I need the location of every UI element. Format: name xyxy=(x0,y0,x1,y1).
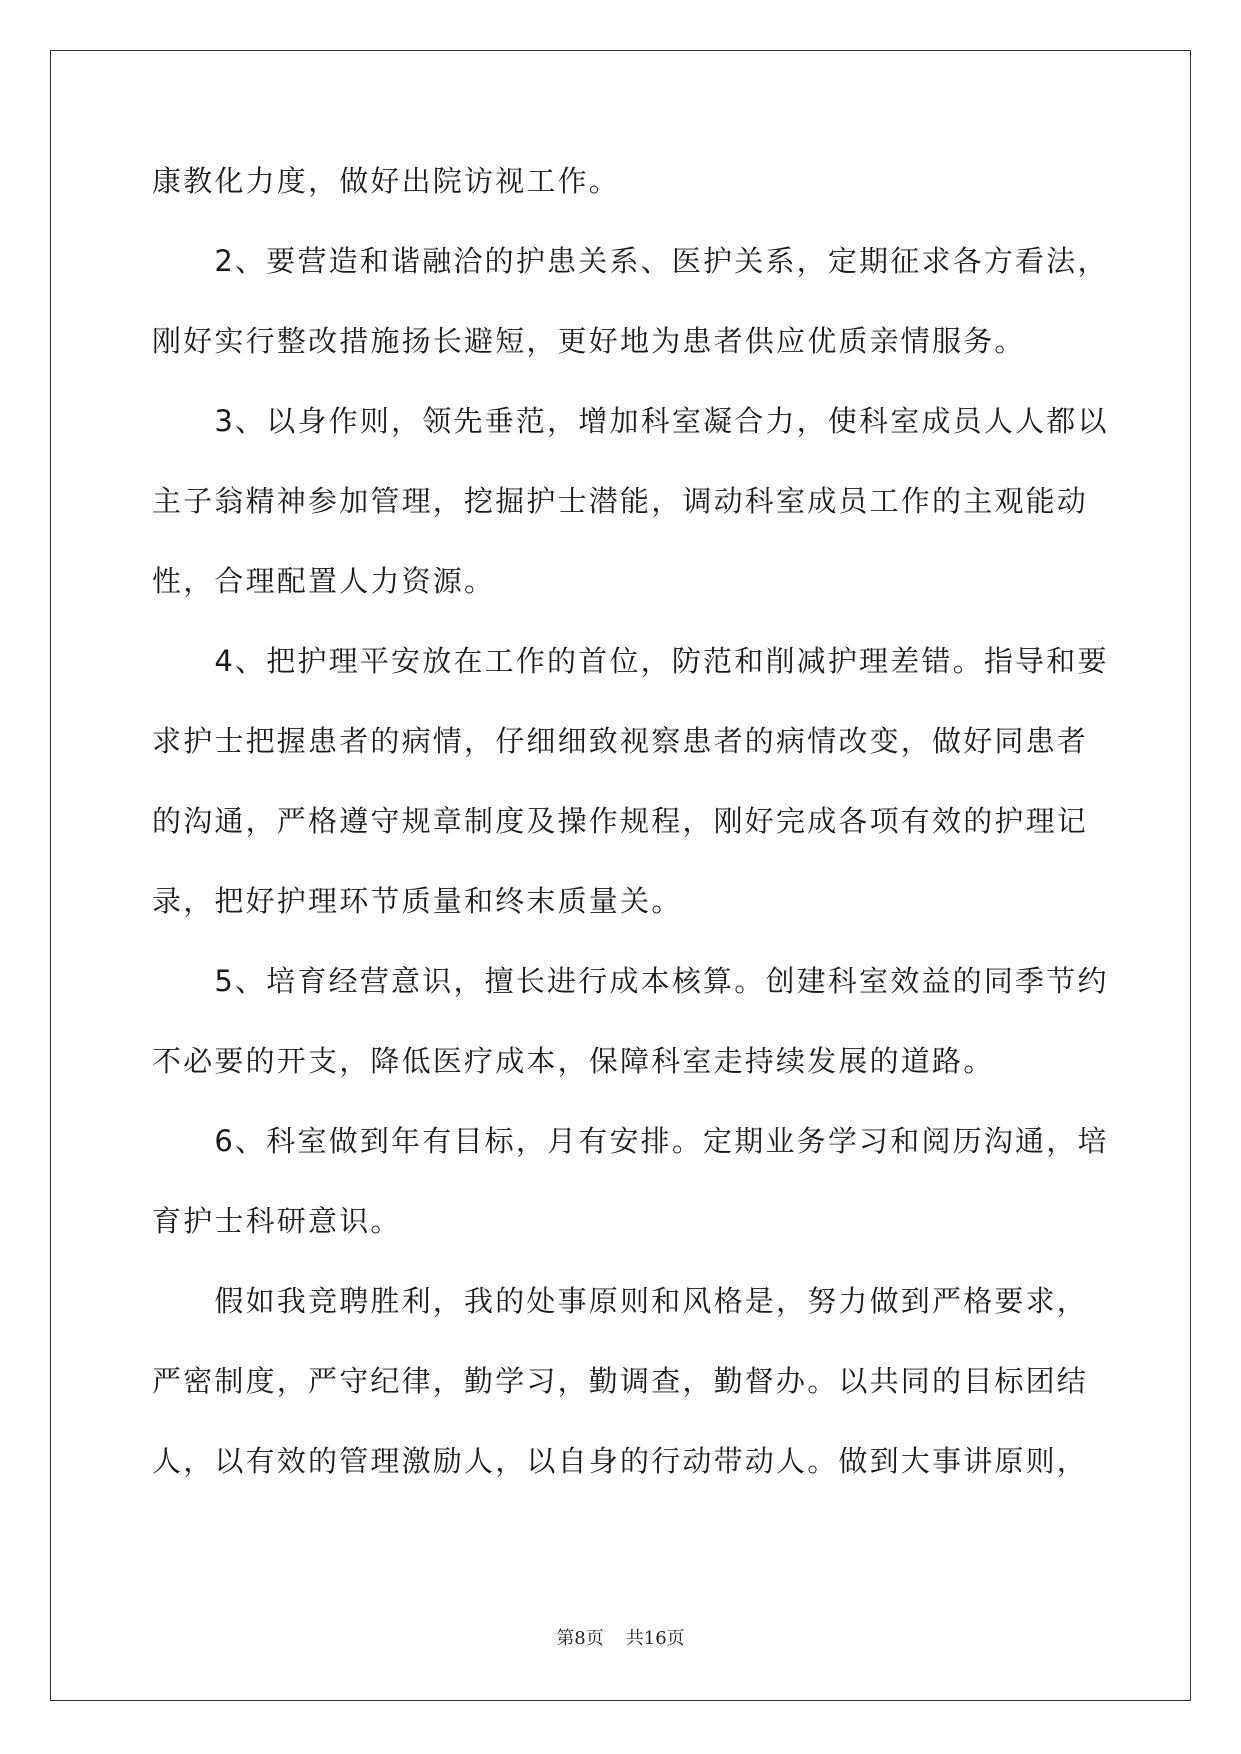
text-line: 性，合理配置人力资源。 xyxy=(152,564,496,598)
text-line: 3、以身作则，领先垂范，增加科室凝合力，使科室成员人人都以 xyxy=(152,404,1109,438)
text-line: 求护士把握患者的病情，仔细细致视察患者的病情改变，做好同患者 xyxy=(152,724,1089,758)
page-footer xyxy=(0,1624,1241,1650)
text-line: 育护士科研意识。 xyxy=(152,1204,402,1238)
text-line: 严密制度，严守纪律，勤学习，勤调查，勤督办。以共同的目标团结 xyxy=(152,1364,1089,1398)
text-line: 刚好实行整改措施扬长避短，更好地为患者供应优质亲情服务。 xyxy=(152,324,1026,358)
page-total: 共16页 xyxy=(625,1628,685,1649)
text-line: 2、要营造和谐融洽的护患关系、医护关系，定期征求各方看法， xyxy=(152,244,1109,278)
page-number: 第8页 xyxy=(556,1628,604,1649)
text-line: 的沟通，严格遵守规章制度及操作规程，刚好完成各项有效的护理记 xyxy=(152,804,1089,838)
text-line: 录，把好护理环节质量和终末质量关。 xyxy=(152,884,683,918)
text-line: 康教化力度，做好出院访视工作。 xyxy=(152,164,621,198)
text-line: 5、培育经营意识，擅长进行成本核算。创建科室效益的同季节约 xyxy=(152,964,1109,998)
text-line: 人，以有效的管理激励人，以自身的行动带动人。做到大事讲原则， xyxy=(152,1444,1089,1478)
text-line: 假如我竞聘胜利，我的处事原则和风格是，努力做到严格要求， xyxy=(152,1284,1089,1318)
text-line: 6、科室做到年有目标，月有安排。定期业务学习和阅历沟通，培 xyxy=(152,1124,1109,1158)
text-line: 主子翁精神参加管理，挖掘护士潜能，调动科室成员工作的主观能动 xyxy=(152,484,1089,518)
text-line: 4、把护理平安放在工作的首位，防范和削减护理差错。指导和要 xyxy=(152,644,1109,678)
text-line: 不必要的开支，降低医疗成本，保障科室走持续发展的道路。 xyxy=(152,1044,995,1078)
